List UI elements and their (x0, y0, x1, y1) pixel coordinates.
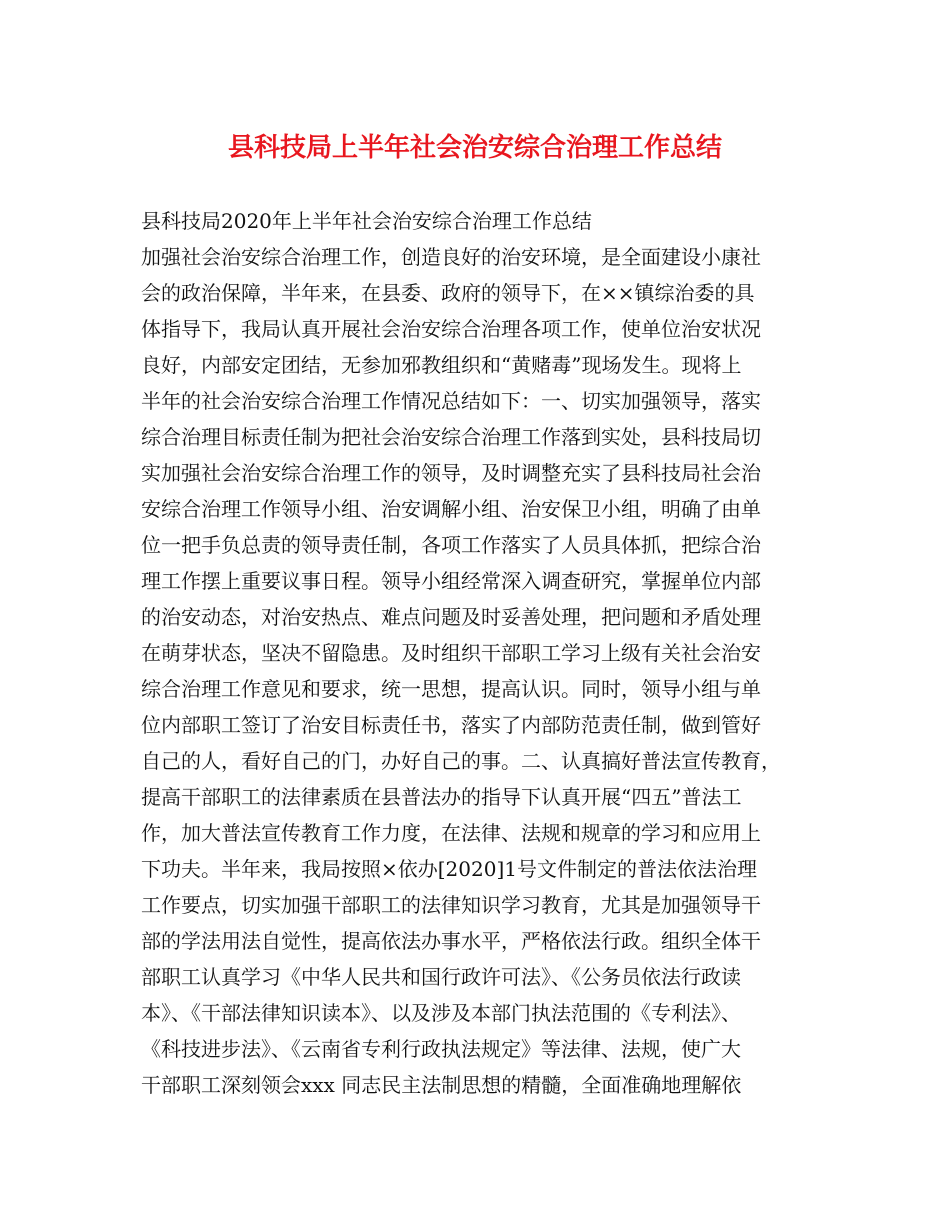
body-text-line: 部职工认真学习《中华人民共和国行政许可法》、《公务员依法行政读 (141, 965, 741, 989)
body-text-line: 作，加大普法宣传教育工作力度，在法律、法规和规章的学习和应用上 (141, 821, 761, 845)
body-text-line: 综合治理工作意见和要求，统一思想，提高认识。同时，领导小组与单 (141, 677, 761, 701)
body-text-line: 下功夫。半年来，我局按照×依办[2020]1号文件制定的普法依法治理 (141, 857, 757, 881)
body-text-line: 综合治理目标责任制为把社会治安综合治理工作落到实处，县科技局切 (141, 425, 761, 449)
body-text-line: 的治安动态，对治安热点、难点问题及时妥善处理，把问题和矛盾处理 (141, 605, 761, 629)
body-text-line: 位一把手负总责的领导责任制，各项工作落实了人员具体抓，把综合治 (141, 533, 761, 557)
body-text-line: 本》、《干部法律知识读本》、以及涉及本部门执法范围的《专利法》、 (141, 1001, 741, 1025)
body-text-line: 理工作摆上重要议事日程。领导小组经常深入调查研究，掌握单位内部 (141, 569, 761, 593)
body-text-line: 加强社会治安综合治理工作，创造良好的治安环境，是全面建设小康社 (141, 245, 761, 269)
body-text-line: 部的学法用法自觉性，提高依法办事水平，严格依法行政。组织全体干 (141, 929, 761, 953)
body-text-line: 半年的社会治安综合治理工作情况总结如下：一、切实加强领导，落实 (141, 389, 761, 413)
body-text-line: 自己的人，看好自己的门，办好自己的事。二、认真搞好普法宣传教育， (141, 749, 781, 773)
body-text-line: 在萌芽状态，坚决不留隐患。及时组织干部职工学习上级有关社会治安 (141, 641, 761, 665)
body-text-line: 安综合治理工作领导小组、治安调解小组、治安保卫小组，明确了由单 (141, 497, 761, 521)
document-title: 县科技局上半年社会治安综合治理工作总结 (227, 133, 722, 163)
body-text-line: 会的政治保障，半年来，在县委、政府的领导下，在××镇综治委的具 (141, 281, 755, 305)
body-text-line: 良好，内部安定团结，无参加邪教组织和“黄赌毒”现场发生。现将上 (141, 353, 742, 377)
body-text-line: 位内部职工签订了治安目标责任书，落实了内部防范责任制，做到管好 (141, 713, 761, 737)
body-text-line: 提高干部职工的法律素质在县普法办的指导下认真开展“四五”普法工 (141, 785, 742, 809)
document-body (141, 239, 831, 1103)
document-subtitle: 县科技局2020年上半年社会治安综合治理工作总结 (141, 209, 592, 233)
body-text-line: 工作要点，切实加强干部职工的法律知识学习教育，尤其是加强领导干 (141, 893, 761, 917)
body-text-line: 干部职工深刻领会xxx 同志民主法制思想的精髓，全面准确地理解依 (141, 1073, 742, 1097)
body-text-line: 实加强社会治安综合治理工作的领导，及时调整充实了县科技局社会治 (141, 461, 761, 485)
body-text-line: 体指导下，我局认真开展社会治安综合治理各项工作，使单位治安状况 (141, 317, 761, 341)
body-text-line: 《科技进步法》、《云南省专利行政执法规定》等法律、法规，使广大 (141, 1037, 741, 1061)
